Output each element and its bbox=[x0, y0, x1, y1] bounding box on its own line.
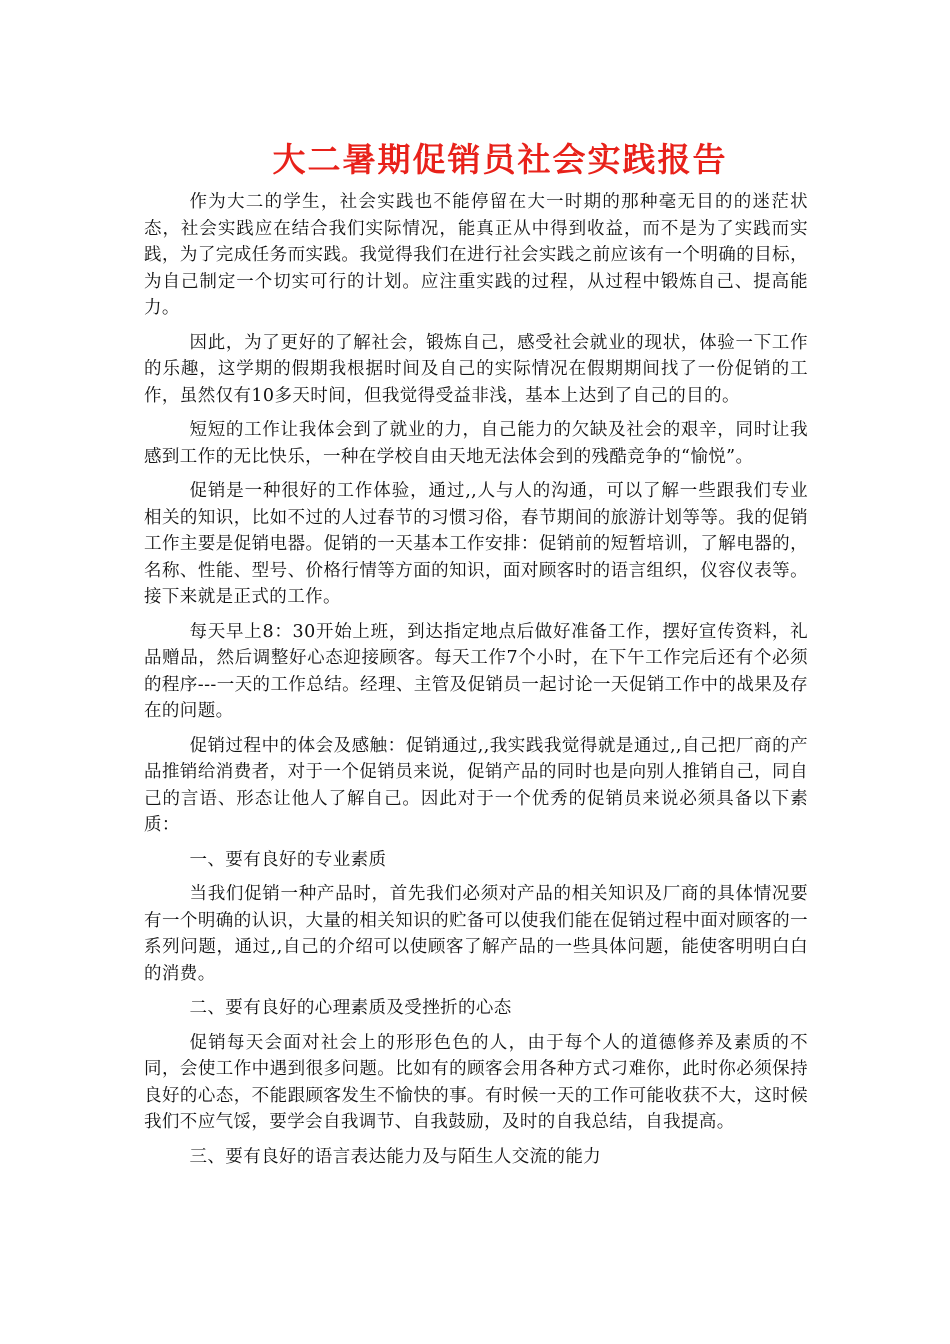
paragraph-job-description: 促销是一种很好的工作体验，通过,,人与人的沟通，可以了解一些跟我们专业相关的知识，比如不过的人过春节的习惯习俗，春节期间的旅游计划等等。我的促销工作主要是促销电器。促销的一天基本工作安排：促销前的短暂培训，了解电器的，名称、性能、型号、价格行情等方面的知识，面对顾客时的语言组织，仪容仪表等。接下来就是正式的工作。 bbox=[144, 481, 808, 607]
section-heading-3: 三、要有良好的语言表达能力及与陌生人交流的能力 bbox=[189, 1146, 602, 1167]
section-heading-1: 一、要有良好的专业素质 bbox=[189, 849, 387, 870]
document-body bbox=[144, 189, 808, 1178]
section-heading-2: 二、要有良好的心理素质及受挫折的心态 bbox=[189, 998, 512, 1018]
paragraph-psychological-quality: 促销每天会面对社会上的形形色色的人，由于每个人的道德修养及素质的不同，会使工作中遇到很多问题。比如有的顾客会用各种方式刁难你，此时你必须保持良好的心态，不能跟顾客发生不愉快的事。有时候一天的工作可能收获不大，这时候我们不应气馁，要学会自我调节、自我鼓励，及时的自我总结，自我提高。 bbox=[144, 1032, 808, 1132]
paragraph-professional-quality: 当我们促销一种产品时，首先我们必须对产品的相关知识及厂商的具体情况要有一个明确的认识，大量的相关知识的贮备可以使我们能在促销过程中面对顾客的一系列问题，通过,,自己的介绍可以使顾客了解产品的一些具体问题，能使客明明白白的消费。 bbox=[144, 884, 808, 984]
document-title: 大二暑期促销员社会实践报告 bbox=[272, 140, 728, 179]
paragraph-reflections: 促销过程中的体会及感触：促销通过,,我实践我觉得就是通过,,自己把厂商的产品推销给消费者，对于一个促销员来说，促销产品的同时也是向别人推销自己，同自己的言语、形态让他人了解自己。因此对于一个优秀的促销员来说必须具备以下素质： bbox=[144, 735, 808, 835]
paragraph-daily-routine: 每天早上8：30开始上班，到达指定地点后做好准备工作，摆好宣传资料，礼品赠品，然后调整好心态迎接顾客。每天工作7个小时，在下午工作完后还有个必须的程序---一天的工作总结。经理、主管及促销员一起讨论一天促销工作中的战果及存在的问题。 bbox=[144, 621, 808, 721]
paragraph-intro: 作为大二的学生，社会实践也不能停留在大一时期的那种毫无目的的迷茫状态，社会实践应在结合我们实际情况，能真正从中得到收益，而不是为了实践而实践，为了完成任务而实践。我觉得我们在进行社会实践之前应该有一个明确的目标，为自己制定一个切实可行的计划。应注重实践的过程，从过程中锻炼自己、提高能力。 bbox=[144, 192, 808, 318]
paragraph-experience: 短短的工作让我体会到了就业的力，自己能力的欠缺及社会的艰辛，同时让我感到工作的无比快乐，一种在学校自由天地无法体会到的残酷竞争的“愉悦”。 bbox=[144, 420, 808, 467]
paragraph-purpose: 因此，为了更好的了解社会，锻炼自己，感受社会就业的现状，体验一下工作的乐趣，这学期的假期我根据时间及自己的实际情况在假期期间找了一份促销的工作，虽然仅有10多天时间，但我觉得受益非浅，基本上达到了自己的目的。 bbox=[144, 332, 808, 406]
